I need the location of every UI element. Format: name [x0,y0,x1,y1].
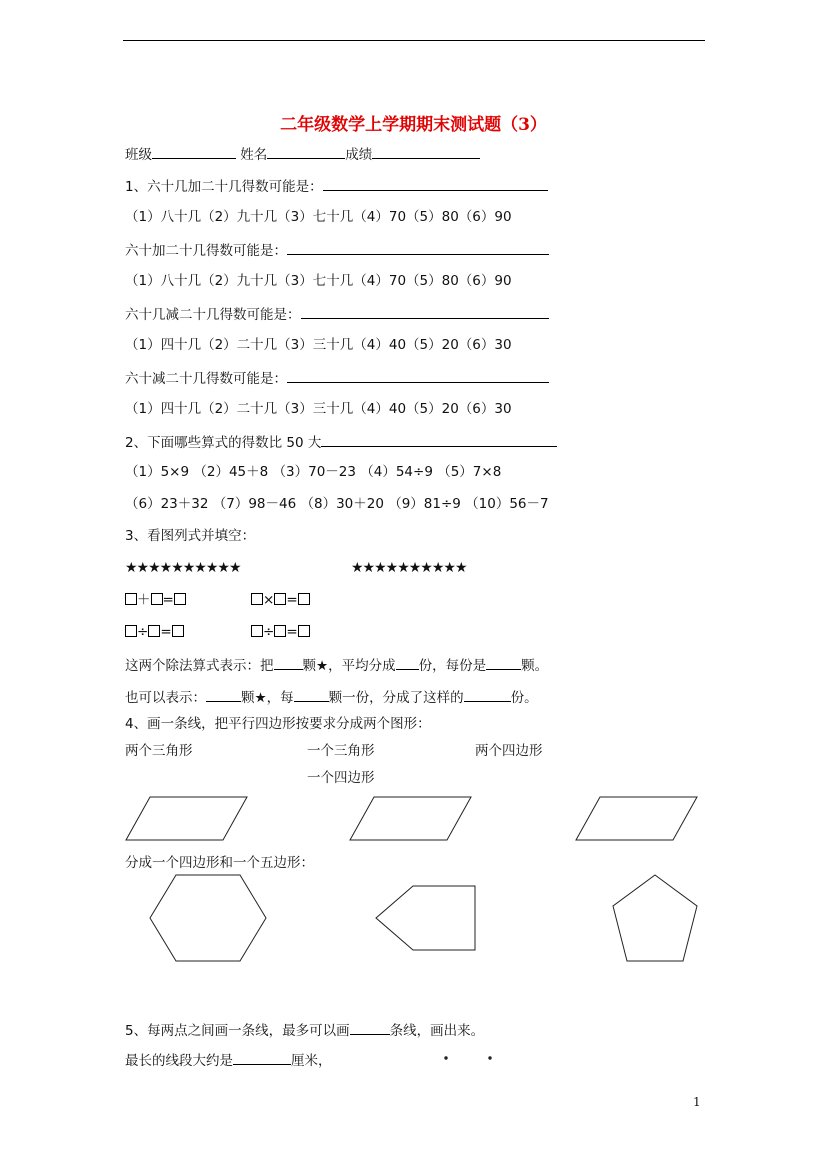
class-label: 班级 [125,147,152,163]
times-sign: × [263,592,275,608]
parallelogram-1[interactable] [126,797,247,840]
divide-sign: ÷ [137,624,149,640]
q3-s1-text: 份，每份是 [418,658,487,674]
q1-c-prompt: 六十几减二十几得数可能是： [125,307,301,323]
stars-right: ★★★★★★★★★★ [351,560,467,576]
page-number: 1 [693,1095,701,1109]
stars-left: ★★★★★★★★★★ [125,560,241,576]
pentagon-house-shape[interactable] [376,886,475,950]
q5-length-blank[interactable] [233,1049,291,1065]
q1-a-prompt: 1、六十几加二十几得数可能是： [125,179,323,195]
q3-s1-text: 颗★，平均分成 [302,658,396,674]
q3-s2-text: 份。 [510,690,538,706]
q5-text: 5、每两点之间画一条线，最多可以画 [125,1023,350,1039]
q1-d-options: （1）四十几（2）二十几（3）三十几（4）40（5）20（6）30 [125,401,512,417]
dot [445,1057,447,1059]
q3-s1-text: 这两个除法算式表示：把 [125,658,274,674]
q3-s2-text: 颗★，每 [241,690,294,706]
q1-b-options: （1）八十几（2）九十几（3）七十几（4）70（5）80（6）90 [125,273,512,289]
q4-option-3: 两个四边形 [475,743,543,759]
q4-option-2b: 一个四边形 [307,770,375,786]
q2-prompt: 2、下面哪些算式的得数比 50 大 [125,435,322,451]
name-label: 姓名 [240,147,268,163]
equals-sign: = [286,592,298,608]
page-title: 二年级数学上学期期末测试题（3） [280,115,547,135]
hexagon[interactable] [150,875,266,961]
q1-c-options: （1）四十几（2）二十几（3）三十几（4）40（5）20（6）30 [125,337,512,353]
q3-prompt: 3、看图列式并填空： [125,528,256,544]
q5-text: 厘米， [291,1053,332,1069]
q4-prompt-2: 分成一个四边形和一个五边形： [125,855,314,871]
q2-row2: （6）23＋32 （7）98－46 （8）30＋20 （9）81÷9 （10）56－7 [125,496,549,512]
parallelogram-2[interactable] [350,797,471,840]
q2-row1: （1）5×9 （2）45＋8 （3）70－23 （4）54÷9 （5）7×8 [125,464,502,480]
q3-s1-text: 颗。 [521,658,549,674]
q5-line-2 [125,1049,332,1071]
q1-b-prompt: 六十加二十几得数可能是： [125,243,287,259]
q5-text: 条线，画出来。 [389,1023,485,1039]
regular-pentagon[interactable] [613,875,697,961]
q3-s2-text: 也可以表示： [125,690,206,706]
q3-s2-text: 颗一份，分成了这样的 [328,690,464,706]
equals-sign: = [286,624,298,640]
equals-sign: = [160,624,172,640]
plus-sign: ＋ [137,592,151,608]
q1-d-prompt: 六十减二十几得数可能是： [125,371,287,387]
parallelogram-3[interactable] [576,797,697,840]
score-label: 成绩 [345,147,373,163]
dot [489,1057,491,1059]
q5-text: 最长的线段大约是 [125,1053,233,1069]
q5-line-1 [125,1019,484,1041]
divide-sign: ÷ [263,624,275,640]
q4-prompt: 4、画一条线，把平行四边形按要求分成两个图形： [125,716,431,732]
equals-sign: = [162,592,174,608]
q4-option-2a: 一个三角形 [307,743,375,759]
q4-option-1: 两个三角形 [125,743,193,759]
q1-a-options: （1）八十几（2）九十几（3）七十几（4）70（5）80（6）90 [125,209,512,225]
q5-blank[interactable] [350,1019,390,1035]
